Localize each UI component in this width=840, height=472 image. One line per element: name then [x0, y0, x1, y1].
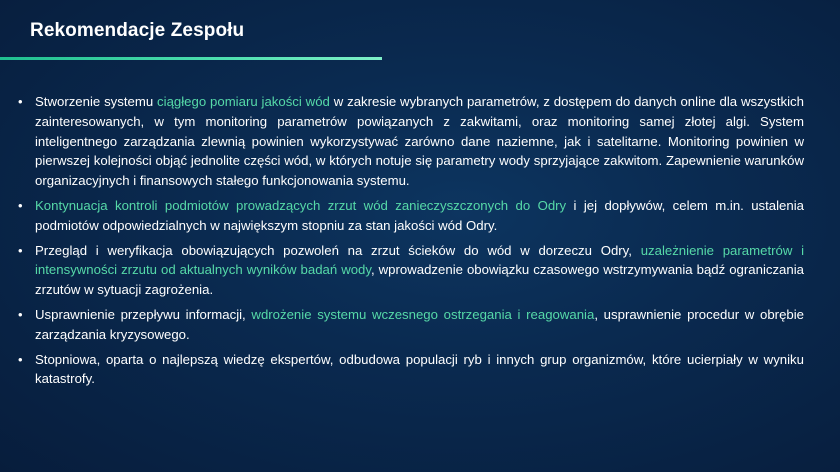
bullet-list	[18, 92, 804, 394]
bullet-text: Stopniowa, oparta o najlepszą wiedzę ekspertów, odbudowa populacji ryb i innych grup organizmów, które ucierpiały w wyniku katastrofy.	[35, 351, 804, 387]
bullet-highlight: wdrożenie systemu wczesnego ostrzegania i reagowania	[251, 306, 595, 322]
bullet-icon: •	[18, 94, 23, 109]
bullet-icon: •	[18, 197, 23, 213]
bullet-text: w zakresie wybranych parametrów, z dostępem do danych online dla wszystkich zainteresowanych, w tym monitoring parametrów powiązanych z zakwitami, oraz monitoring samej złotej algi. System inteligentnego zarządzania zlewnią powinien wykorzystywać zarówno dane naziemne, jak i satelitarne. Monitoring powinien w pierwszej kolejności objąć jednolite części wód, w których notuje się parametry wody sprzyjające zakwitom. Zapewnienie warunków organizacyjnych i finansowych stałego funkcjonowania systemu.	[35, 94, 804, 189]
bullet-highlight: ciągłego pomiaru jakości wód	[157, 94, 330, 109]
bullet-text: Stworzenie systemu	[35, 94, 158, 109]
bullet-icon: •	[18, 306, 23, 322]
bullet-text: , usprawnienie procedur w obrębie zarządzania kryzysowego.	[35, 306, 804, 342]
bullet-icon: •	[18, 351, 23, 367]
bullet-text: Usprawnienie przepływu informacji,	[35, 306, 252, 322]
bullet-text: , wprowadzenie obowiązku czasowego wstrzymywania bądź ograniczania zrzutów w sytuacji zagrożenia.	[35, 262, 804, 298]
bullet-highlight: uzależnienie parametrów i intensywności zrzutu od aktualnych wyników badań wody	[35, 242, 805, 278]
bullet-highlight: Kontynuacja kontroli podmiotów prowadzących zrzut wód zanieczyszczonych do Odry	[35, 197, 567, 213]
bullet-item-5	[18, 350, 804, 390]
bullet-item-2	[18, 196, 804, 236]
title-underline	[0, 57, 382, 60]
bullet-item-3	[18, 241, 804, 300]
bullet-text: i jej dopływów, celem m.in. ustalenia podmiotów odpowiedzialnych w największym stopniu za stan jakości wód Odry.	[35, 197, 804, 233]
slide-title: Rekomendacje Zespołu	[30, 20, 245, 41]
bullet-text: Przegląd i weryfikacja obowiązujących pozwoleń na zrzut ścieków do wód w dorzeczu Odry,	[35, 242, 641, 258]
bullet-item-4	[18, 305, 804, 345]
bullet-item-1	[18, 92, 804, 191]
bullet-icon: •	[18, 242, 23, 258]
